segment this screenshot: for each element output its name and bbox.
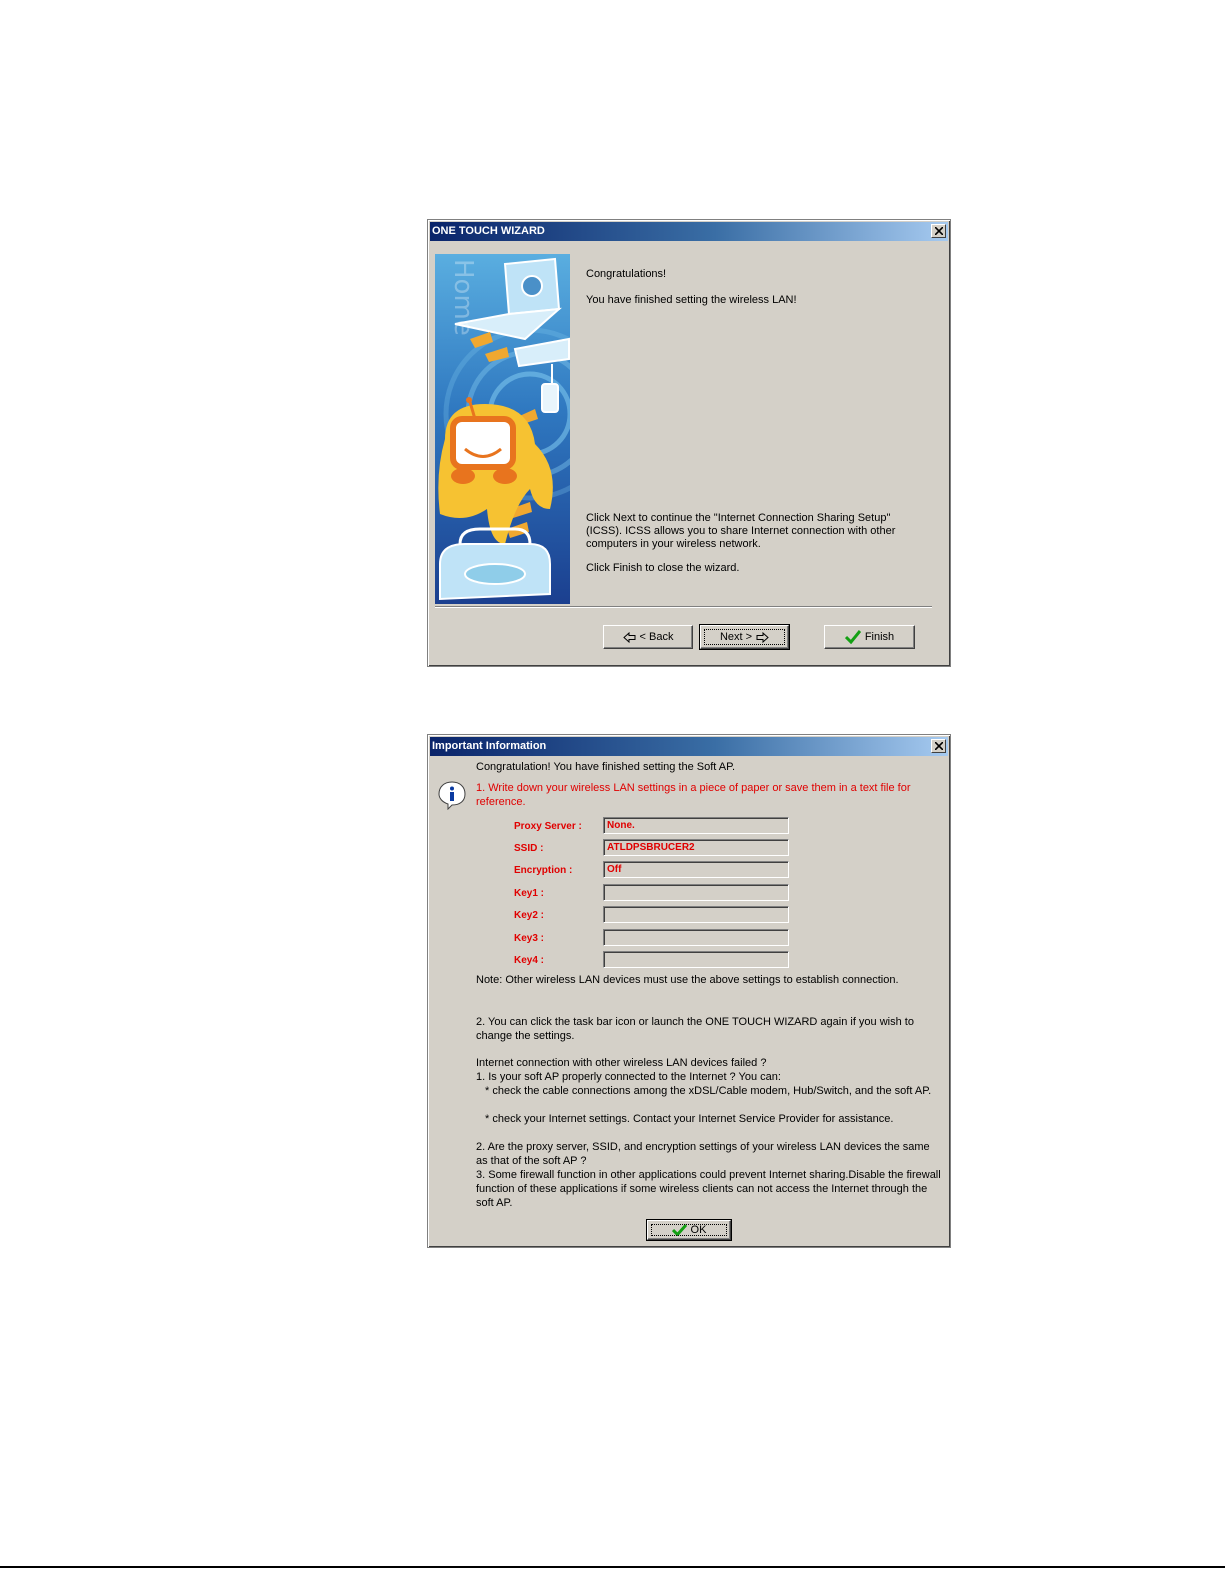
troubleshoot-bullet-settings-text: check your Internet settings. Contact your Internet Service Provider for assistance. xyxy=(492,1113,894,1125)
wizard-finished-text: You have finished setting the wireless LAN! xyxy=(586,294,797,306)
page-footer-rule xyxy=(0,1566,1225,1568)
key2-field xyxy=(603,906,789,923)
green-checkmark-icon xyxy=(845,630,861,644)
info-change-settings: 2. You can click the task bar icon or launch the ONE TOUCH WIZARD again if you wish to change the settings. xyxy=(476,1016,914,1042)
wizard-image-word: Home xyxy=(448,259,478,336)
troubleshoot-item-3: 3. Some firewall function in other applications could prevent Internet sharing.Disable the firewall function of these applications if some wireless clients can not access the Internet through the soft AP. xyxy=(476,1169,941,1209)
troubleshoot-bullet-cable xyxy=(476,1084,941,1098)
key3-field xyxy=(603,929,789,946)
wizard-finish-info: Click Finish to close the wizard. xyxy=(586,562,740,574)
info-title: Important Information xyxy=(432,740,547,752)
troubleshoot-item-2: 2. Are the proxy server, SSID, and encryption settings of your wireless LAN devices the same as that of the soft AP ? xyxy=(476,1141,930,1167)
wizard-next-info: Click Next to continue the "Internet Connection Sharing Setup"(ICSS). ICSS allows you to share Internet connection with other computers in your wireless network. xyxy=(586,512,896,550)
info-note: Note: Other wireless LAN devices must use the above settings to establish connection. xyxy=(476,974,899,986)
info-congrats: Congratulation! You have finished setting the Soft AP. xyxy=(476,761,736,773)
ok-button[interactable] xyxy=(647,1220,731,1240)
ssid-label: SSID : xyxy=(514,843,544,854)
bullet-icon: * xyxy=(485,1085,493,1097)
proxy-server-label: Proxy Server : xyxy=(514,821,582,832)
wizard-title: ONE TOUCH WIZARD xyxy=(432,225,545,237)
bullet-icon: * xyxy=(485,1113,493,1125)
wizard-congrats: Congratulations! xyxy=(586,268,667,280)
troubleshoot-item-1: 1. Is your soft AP properly connected to the Internet ? You can: xyxy=(476,1071,781,1083)
back-button-label: < Back xyxy=(639,631,674,643)
troubleshoot-bullet-cable-text: check the cable connections among the xDSL/Cable modem, Hub/Switch, and the soft AP. xyxy=(492,1085,932,1097)
key3-label: Key3 : xyxy=(514,933,545,944)
green-checkmark-icon xyxy=(672,1224,687,1236)
ok-button-label: OK xyxy=(690,1224,707,1236)
info-write-down: 1. Write down your wireless LAN settings in a piece of paper or save them in a text file for reference. xyxy=(476,782,911,808)
back-arrow-icon xyxy=(623,632,636,643)
info-close-button[interactable] xyxy=(931,739,946,753)
wizard-close-button[interactable] xyxy=(931,224,946,238)
wizard-titlebar[interactable] xyxy=(430,222,948,241)
key4-field xyxy=(603,951,789,968)
next-button[interactable] xyxy=(700,625,789,649)
close-icon xyxy=(935,742,943,750)
ssid-field: ATLDPSBRUCER2 xyxy=(603,839,789,856)
troubleshoot-bullet-settings xyxy=(476,1112,941,1126)
proxy-server-field: None. xyxy=(603,817,789,834)
home-illustration-icon xyxy=(435,254,570,604)
encryption-label: Encryption : xyxy=(514,865,573,876)
finish-button[interactable] xyxy=(824,625,915,649)
troubleshoot-heading: Internet connection with other wireless LAN devices failed ? xyxy=(476,1057,767,1069)
wizard-illustration xyxy=(435,254,570,604)
info-icon xyxy=(437,780,467,810)
close-icon xyxy=(935,227,943,235)
important-information-dialog xyxy=(427,734,951,1248)
key1-field xyxy=(603,884,789,901)
key1-label: Key1 : xyxy=(514,888,545,899)
wizard-divider xyxy=(435,606,932,608)
encryption-field: Off xyxy=(603,861,789,878)
next-arrow-icon xyxy=(756,632,769,643)
key2-label: Key2 : xyxy=(514,910,545,921)
next-button-label: Next > xyxy=(719,631,753,643)
info-titlebar[interactable] xyxy=(430,737,948,756)
back-button[interactable] xyxy=(603,625,693,649)
wizard-dialog xyxy=(427,219,951,667)
key4-label: Key4 : xyxy=(514,955,545,966)
finish-button-label: Finish xyxy=(864,631,895,643)
ok-button-focus-ring xyxy=(651,1224,727,1236)
